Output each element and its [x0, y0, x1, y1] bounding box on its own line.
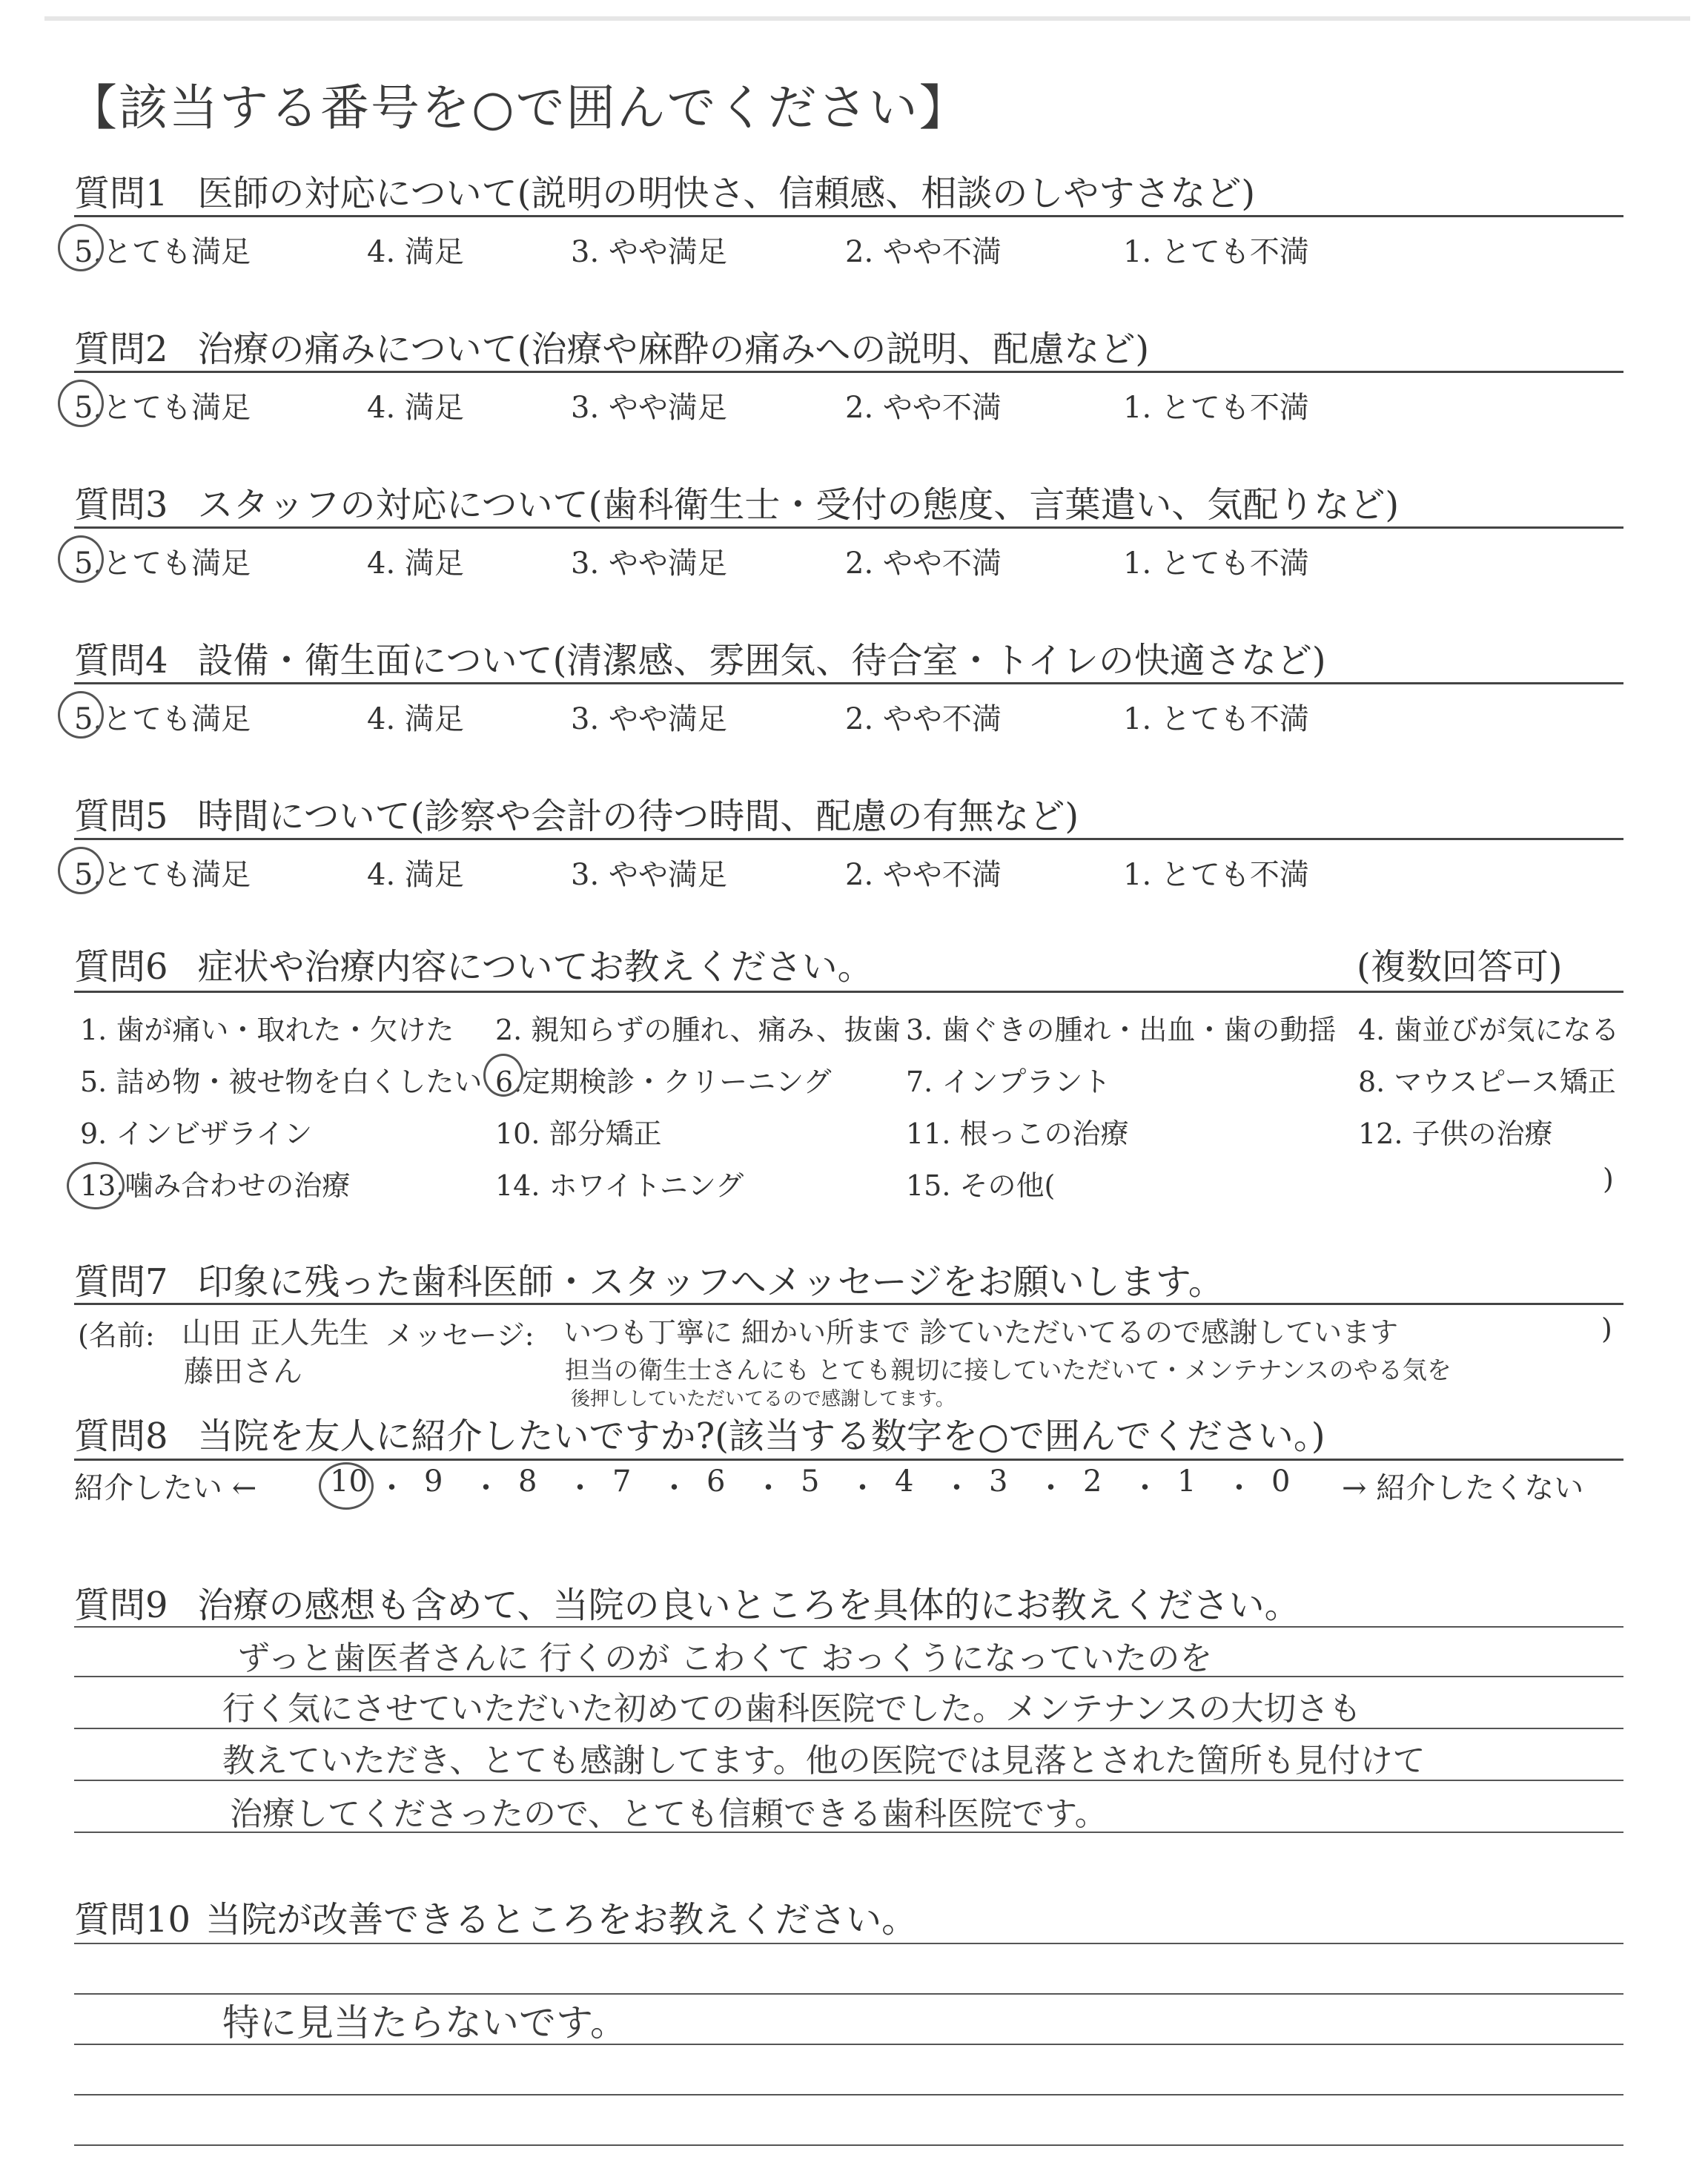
name-label: (名前:	[78, 1319, 155, 1352]
treatment-option: 2. 親知らずの腫れ、痛み、抜歯	[495, 1014, 901, 1046]
scale-value: 7	[612, 1464, 632, 1499]
option-1: 1. とても不満	[1123, 546, 1309, 581]
answer-circle	[58, 847, 104, 894]
scale-value: 9	[424, 1464, 443, 1499]
question-text: 医師の対応について(説明の明快さ、信頼感、相談のしやすさなど)	[197, 173, 1256, 214]
treatment-option: 14. ホワイトニング	[495, 1169, 744, 1202]
scale-separator: ・	[847, 1471, 878, 1505]
scale-separator: ・	[753, 1471, 784, 1505]
option-3: 3. やや満足	[571, 546, 727, 581]
treatment-option: 1. 歯が痛い・取れた・欠けた	[80, 1014, 454, 1046]
option-1: 1. とても不満	[1123, 858, 1309, 892]
answer-circle	[58, 691, 104, 739]
scale-value: 8	[518, 1464, 537, 1499]
answer-circle	[58, 224, 104, 271]
scale-right-label: → 紹介したくない	[1342, 1471, 1584, 1505]
writing-line	[74, 2144, 1623, 2146]
option-4: 4. 満足	[367, 702, 464, 736]
question-text: スタッフの対応について(歯科衛生士・受付の態度、言葉遣い、気配りなど)	[197, 484, 1400, 526]
option-2: 2. やや不満	[845, 546, 1002, 581]
option-5: 5.とても満足	[74, 391, 251, 425]
handwritten-line: 教えていただき、とても感謝してます。他の医院では見落とされた箇所も見付けて	[222, 1742, 1426, 1780]
option-4: 4. 満足	[367, 235, 464, 269]
option-3: 3. やや満足	[571, 858, 727, 892]
handwritten-line: ずっと歯医者さんに 行くのが こわくて おっくうになっていたのを	[237, 1639, 1213, 1677]
question-8-heading	[74, 1407, 1325, 1459]
multiple-answer-note: (複数回答可)	[1357, 946, 1563, 988]
treatment-option: 7. インプラント	[906, 1066, 1111, 1098]
treatment-option: 15. その他(	[906, 1169, 1056, 1202]
option-1: 1. とても不満	[1123, 702, 1309, 736]
scale-value: 6	[706, 1464, 726, 1499]
scale-separator: ・	[659, 1471, 689, 1505]
question-text: 当院が改善できるところをお教えください。	[205, 1899, 918, 1941]
option-3: 3. やや満足	[571, 235, 727, 269]
handwritten-message: いつも丁寧に 細かい所まで 診ていただいてるので感謝しています	[563, 1316, 1399, 1349]
answer-circle	[58, 535, 104, 583]
rule-line	[74, 1459, 1623, 1461]
treatment-option: 9. インビザライン	[80, 1117, 313, 1150]
treatment-option: 10. 部分矯正	[495, 1117, 662, 1150]
option-3: 3. やや満足	[571, 702, 727, 736]
question-number: 質問6	[74, 946, 168, 988]
scale-value: 1	[1177, 1464, 1196, 1499]
treatment-option: 3. 歯ぐきの腫れ・出血・歯の動揺	[906, 1014, 1337, 1046]
option-2: 2. やや不満	[845, 235, 1002, 269]
option-4: 4. 満足	[367, 546, 464, 581]
rule-line	[74, 682, 1623, 684]
treatment-option: 13.噛み合わせの治療	[80, 1169, 351, 1202]
scale-separator: ・	[941, 1471, 972, 1505]
scale-separator: ・	[565, 1471, 595, 1505]
question-6-heading	[74, 938, 873, 989]
option-5: 5.とても満足	[74, 858, 251, 892]
question-text: 設備・衛生面について(清潔感、雰囲気、待合室・トイレの快適さなど)	[197, 640, 1326, 681]
scale-separator: ・	[471, 1471, 501, 1505]
question-2-heading	[74, 320, 1149, 371]
question-number: 質問2	[74, 328, 168, 370]
question-number: 質問10	[74, 1899, 191, 1941]
scale-value: 10	[330, 1464, 368, 1499]
answer-circle	[67, 1162, 125, 1209]
option-5: 5.とても満足	[74, 235, 251, 269]
handwritten-answer: 特に見当たらないです。	[222, 2001, 627, 2044]
handwritten-line: 治療してくださったので、とても信頼できる歯科医院です。	[230, 1795, 1108, 1833]
rule-line	[74, 1303, 1623, 1305]
writing-line	[74, 1626, 1623, 1628]
question-10-heading	[74, 1891, 917, 1942]
question-number: 質問7	[74, 1261, 168, 1303]
option-4: 4. 満足	[367, 391, 464, 425]
question-number: 質問4	[74, 640, 168, 681]
question-text: 症状や治療内容についてお教えください。	[197, 946, 873, 988]
option-2: 2. やや不満	[845, 702, 1002, 736]
rule-line	[74, 526, 1623, 529]
option-5: 5.とても満足	[74, 702, 251, 736]
option-3: 3. やや満足	[571, 391, 727, 425]
treatment-option: 5. 詰め物・被せ物を白くしたい	[80, 1066, 483, 1098]
answer-circle	[319, 1462, 374, 1510]
handwritten-message: 担当の衛生士さんにも とても親切に接していただいて・メンテナンスのやる気を	[565, 1355, 1452, 1384]
treatment-option: 4. 歯並びが気になる	[1358, 1014, 1620, 1046]
treatment-option: 12. 子供の治療	[1358, 1117, 1553, 1150]
writing-line	[74, 1943, 1623, 1944]
question-1-heading	[74, 165, 1255, 216]
treatment-option: 8. マウスピース矯正	[1358, 1066, 1616, 1098]
handwritten-name: 山田 正人先生	[182, 1316, 369, 1350]
answer-circle	[58, 380, 104, 427]
scale-separator: ・	[1224, 1471, 1254, 1505]
option-4: 4. 満足	[367, 858, 464, 892]
scale-separator: ・	[1036, 1471, 1066, 1505]
rule-line	[74, 838, 1623, 840]
question-text: 治療の痛みについて(治療や麻酔の痛みへの説明、配慮など)	[197, 328, 1150, 370]
question-text: 当院を友人に紹介したいですか?(該当する数字を○で囲んでください。)	[197, 1416, 1325, 1457]
question-text: 時間について(診察や会計の待つ時間、配慮の有無など)	[197, 796, 1079, 837]
treatment-option: 6.定期検診・クリーニング	[495, 1066, 832, 1098]
scale-value: 4	[895, 1464, 914, 1499]
question-text: 治療の感想も含めて、当院の良いところを具体的にお教えください。	[197, 1585, 1300, 1626]
question-3-heading	[74, 476, 1399, 527]
handwritten-line: 行く気にさせていただいた初めての歯科医院でした。メンテナンスの大切さも	[222, 1690, 1362, 1728]
writing-line	[74, 2094, 1623, 2095]
scale-separator: ・	[1130, 1471, 1160, 1505]
scale-separator: ・	[377, 1471, 407, 1505]
question-number: 質問3	[74, 484, 168, 526]
rule-line	[74, 371, 1623, 373]
option-5: 5.とても満足	[74, 546, 251, 581]
scale-left-label: 紹介したい ←	[74, 1471, 257, 1505]
page-title: 【該当する番号を○で囲んでください】	[68, 79, 970, 136]
question-number: 質問9	[74, 1585, 168, 1626]
question-5-heading	[74, 787, 1079, 839]
close-paren: )	[1601, 1312, 1612, 1345]
top-border	[44, 16, 1690, 21]
handwritten-name: 藤田さん	[184, 1355, 302, 1389]
scale-value: 5	[801, 1464, 820, 1499]
rule-line	[74, 215, 1623, 217]
scale-value: 0	[1271, 1464, 1291, 1499]
treatment-option: )	[1603, 1163, 1614, 1195]
scale-value: 3	[989, 1464, 1008, 1499]
option-2: 2. やや不満	[845, 391, 1002, 425]
question-4-heading	[74, 632, 1326, 683]
question-number: 質問1	[74, 173, 168, 214]
question-text: 印象に残った歯科医師・スタッフへメッセージをお願いします。	[197, 1261, 1224, 1303]
question-9-heading	[74, 1576, 1300, 1628]
message-label: メッセージ:	[385, 1319, 534, 1352]
answer-circle	[483, 1054, 523, 1097]
option-1: 1. とても不満	[1123, 235, 1309, 269]
question-number: 質問5	[74, 796, 168, 837]
option-2: 2. やや不満	[845, 858, 1002, 892]
handwritten-message: 後押ししていただいてるので感謝してます。	[571, 1388, 955, 1410]
rule-line	[74, 991, 1623, 993]
option-1: 1. とても不満	[1123, 391, 1309, 425]
question-7-heading	[74, 1253, 1224, 1304]
treatment-option: 11. 根っこの治療	[906, 1117, 1129, 1150]
question-number: 質問8	[74, 1416, 168, 1457]
scale-value: 2	[1083, 1464, 1102, 1499]
